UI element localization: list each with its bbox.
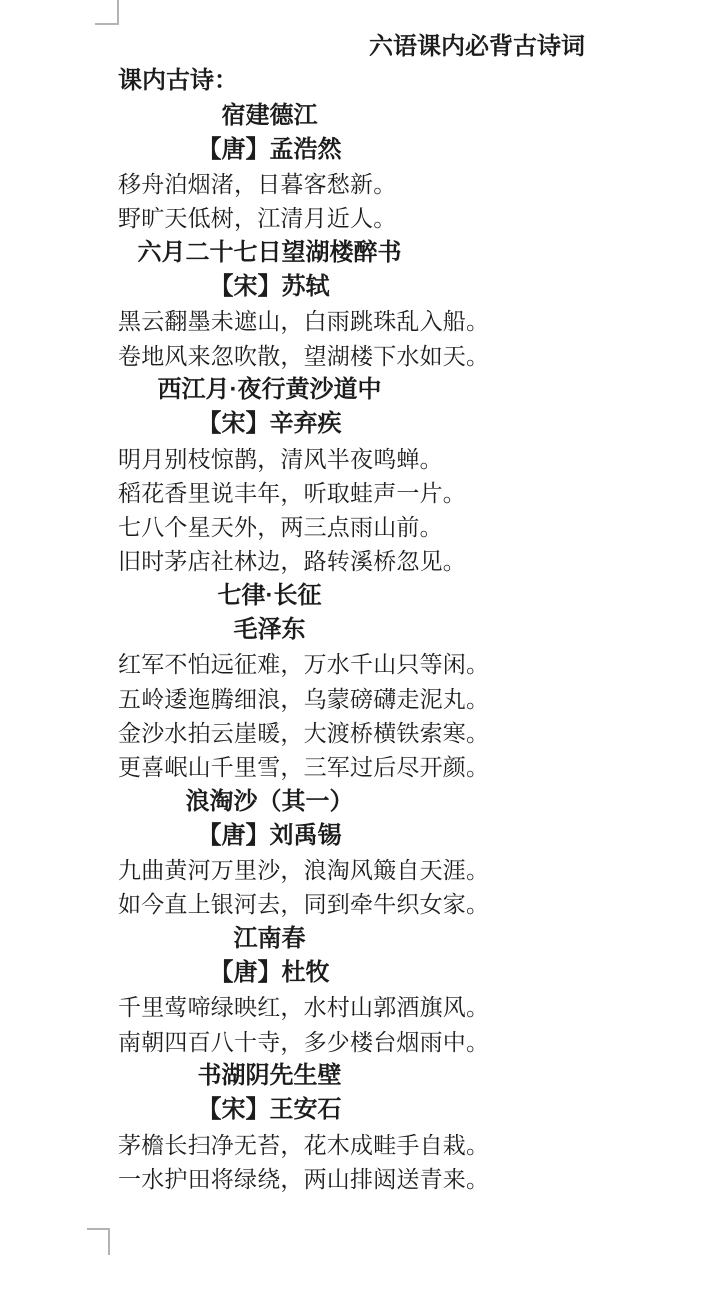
document-title: 六语课内必背古诗词 <box>369 33 585 60</box>
poem-line: 卷地风来忽吹散，望湖楼下水如天。 <box>118 342 490 369</box>
poem-line: 茅檐长扫净无苔，花木成畦手自栽。 <box>118 1131 490 1158</box>
poem-author: 【唐】杜牧 <box>209 959 330 987</box>
poem-title: 六月二十七日望湖楼醉书 <box>137 238 402 266</box>
poem-line: 更喜岷山千里雪，三军过后尽开颜。 <box>118 754 490 781</box>
poem-author: 【宋】王安石 <box>197 1096 342 1124</box>
poem-author: 【唐】孟浩然 <box>197 135 342 163</box>
poem-line: 黑云翻墨未遮山，白雨跳珠乱入船。 <box>118 308 490 335</box>
poem-title: 浪淘沙（其一） <box>185 787 354 815</box>
poem-line: 野旷天低树，江清月近人。 <box>118 205 397 232</box>
poem-line: 金沙水拍云崖暖，大渡桥横铁索寒。 <box>118 719 490 746</box>
poem-title: 书湖阴先生壁 <box>197 1061 342 1089</box>
poem-line: 明月别枝惊鹊，清风半夜鸣蝉。 <box>118 445 443 472</box>
poem-author: 【唐】刘禹锡 <box>197 821 342 849</box>
poem-author: 毛泽东 <box>233 616 306 644</box>
poem-line: 旧时茅店社林边，路转溪桥忽见。 <box>118 548 466 575</box>
poem-line: 九曲黄河万里沙，浪淘风簸自天涯。 <box>118 857 490 884</box>
poem-title: 七律·长征 <box>217 581 322 609</box>
poem-line: 南朝四百八十寺，多少楼台烟雨中。 <box>118 1028 490 1055</box>
poem-author: 【宋】辛弃疾 <box>197 410 342 438</box>
poem-line: 移舟泊烟渚，日暮客愁新。 <box>118 171 397 198</box>
poem-line: 红军不怕远征难，万水千山只等闲。 <box>118 651 490 678</box>
text-boundary-corner-bottom-left-icon <box>87 1228 110 1255</box>
text-boundary-corner-top-left-icon <box>95 0 119 25</box>
poem-line: 五岭逶迤腾细浪，乌蒙磅礴走泥丸。 <box>118 685 490 712</box>
poem-title: 宿建德江 <box>221 101 318 129</box>
poem-title: 江南春 <box>233 924 306 952</box>
poem-line: 如今直上银河去，同到牵牛织女家。 <box>118 891 490 918</box>
poem-line: 千里莺啼绿映红，水村山郭酒旗风。 <box>118 994 490 1021</box>
poem-line: 一水护田将绿绕，两山排闼送青来。 <box>118 1165 490 1192</box>
poem-author: 【宋】苏轼 <box>209 273 330 301</box>
section-label: 课内古诗： <box>118 67 238 95</box>
poem-title: 西江月·夜行黄沙道中 <box>157 375 382 403</box>
poem-line: 稻花香里说丰年，听取蛙声一片。 <box>118 479 466 506</box>
document-content <box>118 30 707 1196</box>
poem-line: 七八个星天外，两三点雨山前。 <box>118 514 443 541</box>
